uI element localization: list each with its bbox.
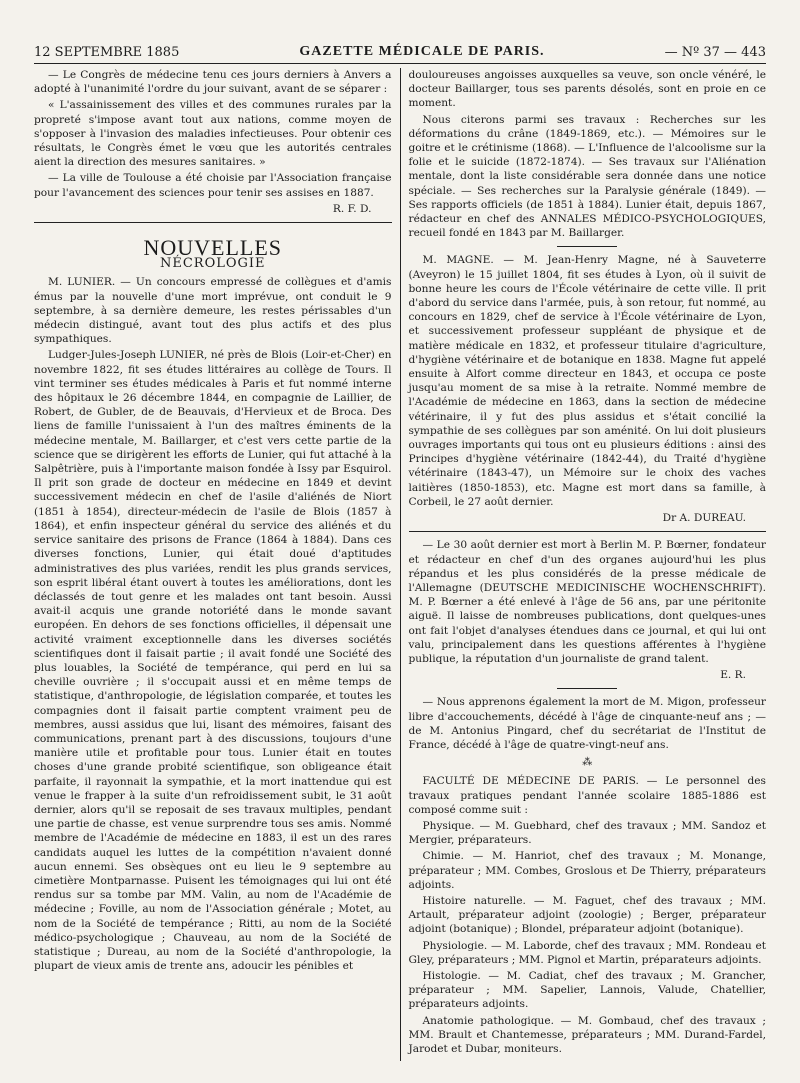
paragraph: Ludger-Jules-Joseph LUNIER, né près de Blois (Loir-et-Cher) en novembre 1822, fit ses études littéraires au collège de Tours. Il vint terminer ses études médicales à Paris et fut nommé interne des hôpitaux le 26 décembre 1844, en compagnie de Laillier, de Robert, de Gubler, de de Beauvais, d'Hervieux et de Broca. Des liens de famille l'unissaient à l'un des maîtres éminents de la médecine mentale, M. Baillarger, et c'est vers cette partie de la science que se dirigèrent les efforts de Lunier, qui fut attaché à la Salpêtrière, puis à l'importante maison fondée à Issy par Esquirol. Il prit son grade de docteur en médecine en 1849 et devint successivement médecin en chef de l'asile d'aliénés de Niort (1851 à 1854), directeur-médecin de l'asile de Blois (1857 à 1864), et enfin inspecteur général du service des aliénés et du service sanitaire des prisons de France (1864 à 1884). Dans ces diverses fonctions, Lunier, qui était doué d'aptitudes administratives des plus variées, rendit les plus grands services, son esprit libéral étant ouvert à toutes les améliorations, dont les déclassés de tout genre et les malades ont tant besoin. Aussi avait-il acquis une grande notoriété dans le monde savant européen. En dehors de ses fonctions officielles, il dépensait une activité vraiment exceptionnelle dans les diverses sociétés scientifiques dont il faisait partie ; il avait fondé une Société des plus louables, la Société de tempérance, qui perd en lui sa cheville ouvrière ; il s'occupait aussi et en même temps de statistique, d'anthropologie, de législation comparée, et toutes les compagnies dont il faisait partie comptent vraiment peu de membres, aussi assidus que lui, lisant des mémoires, faisant des communications, prenant part à des discussions, toujours d'une manière utile et profitable pour tous. Lunier était en toutes choses d'une grande probité scientifique, son obligeance était parfaite, il rayonnait la sympathie, et la mort inattendue qui est venue le frapper à la suite d'un refroidissement subit, le 31 août dernier, alors qu'il se reposait de ses travaux multiples, pendant une partie de chasse, est venue surprendre tous ses amis. Nommé membre de l'Académie de médecine en 1883, il est un des rares candidats auquel les luttes de la compétition n'avaient donné aucun ennemi. Ses obsèques ont eu lieu le 9 septembre au cimetière Montparnasse. Puisent les témoignages qui lui ont été rendus sur sa tombe par MM. Valin, au nom de l'Académie de médecine ; Foville, au nom de l'Association générale ; Motet, au nom de la Société de tempérance ; Ritti, au nom de la Société médico-psychologique ; Chauveau, au nom de la Société de statistique ; Dureau, au nom de la Société d'anthropologie, la plupart de vieux amis de trente ans, adoucir les pénibles et — [34, 349, 392, 973]
paragraph: — La ville de Toulouse a été choisie par l'Association française pour l'avancement des sciences pour tenir ses assises en 1887. — [34, 172, 392, 199]
section-subtitle: NÉCROLOGIE — [159, 256, 266, 272]
paragraph: Histologie. — M. Cadiat, chef des travaux ; M. Grancher, préparateur ; MM. Sapelier, Lannois, Valude, Chatellier, préparateurs adjoints. — [408, 969, 766, 1011]
paragraph: Physiologie. — M. Laborde, chef des travaux ; MM. Rondeau et Gley, préparateurs ; MM. Pignol et Martin, préparateurs adjoints. — [408, 939, 766, 966]
short-divider — [557, 688, 617, 689]
paragraph: Chimie. — M. Hanriot, chef des travaux ; M. Monange, préparateur ; MM. Combes, Groslous et De Thierry, préparateurs adjoints. — [408, 850, 766, 891]
paragraph: M. MAGNE. — M. Jean-Henry Magne, né à Sauveterre (Aveyron) le 15 juillet 1804, fit ses études à Lyon, où il suivit de bonne heure les cours de l'École vétérinaire de cette ville. Il prit d'abord du service dans l'armée, puis, à son retour, fut nommé, au concours en 1829, chef de service à l'École vétérinaire de Lyon, et successivement professeur suppléant de physique et de matière médicale en 1832, et professeur titulaire d'agriculture, d'hygiène vétérinaire et de botanique en 1838. Magne fut appelé ensuite à Alfort comme directeur en 1843, et occupa ce poste jusqu'au moment de sa mise à la retraite. Nommé membre de l'Académie de médecine en 1863, dans la section de médecine vétérinaire, il y fut des plus assidus et s'était concilié la sympathie de ses collègues par son aménité. On lui doit plusieurs ouvrages importants qui tous ont eu plusieurs éditions : ainsi des Principes d'hygiène vétérinaire (1842-44), du Traité d'hygiène vétérinaire (1843-47), un Mémoire sur le choix des vaches laitières (1850-1853), etc. Magne est mort dans sa famille, à Corbeil, le 27 août dernier. — [408, 254, 766, 508]
paragraph: douloureuses angoisses auxquelles sa veuve, son oncle vénéré, le docteur Baillarger, tous ses parents désolés, sont en proie en ce moment. — [408, 69, 766, 110]
page-header — [34, 38, 766, 64]
page-number: — Nº 37 — 443 — [664, 45, 766, 60]
paragraph: Physique. — M. Guebhard, chef des travaux ; MM. Sandoz et Mergier, préparateurs. — [408, 819, 766, 847]
right-column — [401, 68, 767, 1061]
section-title: NOUVELLES — [143, 235, 283, 261]
paragraph: M. LUNIER. — Un concours empressé de collègues et d'amis émus par la nouvelle d'une mort imprévue, ont conduit le 9 septembre, à sa dernière demeure, les restes périssables d'un médecin distingué, avant tout des plus actifs et des plus sympathiques. — [34, 276, 392, 346]
paragraph: « L'assainissement des villes et des communes rurales par la propreté s'impose avant tout aux nations, comme moyen de s'opposer à l'invasion des maladies infectieuses. Pour obtenir ces résultats, le Congrès émet le vœu que les autorités centrales aient la direction des mesures sanitaires. » — [34, 99, 392, 169]
journal-title: GAZETTE MÉDICALE DE PARIS. — [299, 44, 545, 59]
short-divider — [557, 246, 617, 247]
columns — [34, 68, 766, 1061]
signature: Dr A. DUREAU. — [662, 512, 746, 525]
paragraph: FACULTÉ DE MÉDECINE DE PARIS. — Le personnel des travaux pratiques pendant l'année scolaire 1885-1886 est composé comme suit : — [408, 775, 766, 816]
paragraph: — Le Congrès de médecine tenu ces jours derniers à Anvers a adopté à l'unanimité l'ordre du jour suivant, avant de se séparer : — [34, 69, 392, 96]
signature: E. R. — [720, 669, 746, 682]
signature: R. F. D. — [332, 202, 372, 215]
paragraph: Histoire naturelle. — M. Faguet, chef des travaux ; MM. Artault, préparateur adjoint (zoologie) ; Berger, préparateur adjoint (botanique) ; Blondel, préparateur adjoint (botanique). — [408, 894, 766, 936]
header-date: 12 SEPTEMBRE 1885 — [34, 45, 180, 60]
asterism: ⁂ — [582, 757, 593, 769]
divider — [409, 531, 767, 532]
paragraph: — Le 30 août dernier est mort à Berlin M. P. Bœrner, fondateur et rédacteur en chef d'un des organes aujourd'hui les plus répandus et les plus considérés de la presse médicale de l'Allemagne (DEUTSCHE MEDICINISCHE WOCHENSCHRIFT). M. P. Bœrner a été enlevé à l'âge de 56 ans, par une péritonite aiguë. Il laisse de nombreuses publications, dont quelques-unes ont fait l'objet d'analyses étendues dans ce journal, et qui lui ont valu, principalement dans les questions afférentes à l'hygiène publique, la réputation d'un journaliste de grand talent. — [408, 539, 766, 665]
paragraph: Nous citerons parmi ses travaux : Recherches sur les déformations du crâne (1849-1869, etc.). — Mémoires sur le goitre et le crétinisme (1868). — L'Influence de l'alcoolisme sur la folie et le suicide (1872-1874). — Ses travaux sur l'Aliénation mentale, dont la liste considérable sera donnée dans une notice spéciale. — Ses recherches sur la Paralysie générale (1849). — Ses rapports officiels (de 1851 à 1884). Lunier était, depuis 1867, rédacteur en chef des ANNALES MÉDICO-PSYCHOLOGIQUES, recueil fondé en 1843 par M. Baillarger. — [408, 113, 766, 240]
left-column — [34, 68, 400, 1061]
paragraph: — Nous apprenons également la mort de M. Migon, professeur libre d'accouchements, décédé à l'âge de cinquante-neuf ans ; — de M. Antonius Pingard, chef du secrétariat de l'Institut de France, décédé à l'âge de quatre-vingt-neuf ans. — [408, 696, 766, 751]
divider — [34, 222, 392, 223]
paragraph: Anatomie pathologique. — M. Gombaud, chef des travaux ; MM. Brault et Chantemesse, préparateurs ; MM. Durand-Fardel, Jarodet et Dubar, moniteurs. — [408, 1014, 766, 1055]
